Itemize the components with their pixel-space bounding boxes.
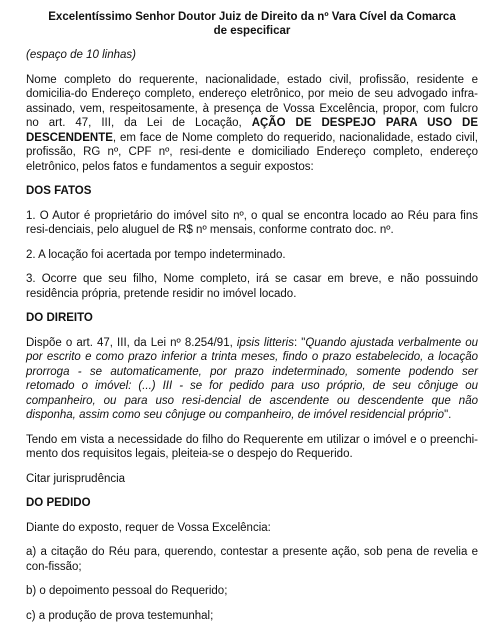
section-heading-direito: DO DIREITO: [26, 311, 478, 326]
title-line-1: Excelentíssimo Senhor Doutor Juiz de Direito da nº Vara Cível da Comarca: [26, 10, 478, 24]
intro-part-2: , em face de Nome completo do requerido, nacionalidade, estado civil, profissão, RG nº, CPF nº, resi-dente e domiciliado Endereço completo, endereço eletrônico, pelos fatos e fundamentos a seguir expostos:: [26, 132, 478, 173]
direito-quote-open: : ": [294, 337, 305, 349]
intro-paragraph: [26, 73, 478, 175]
direito-paragraph-2: Tendo em vista a necessidade do filho do Requerente em utilizar o imóvel e o preenchi-mento dos requisitos legais, pleiteia-se o despejo do Requerido.: [26, 433, 478, 462]
direito-paragraph-3: Citar jurisprudência: [26, 472, 478, 487]
pedido-item-a: a) a citação do Réu para, querendo, contestar a presente ação, sob pena de revelia e con-fissão;: [26, 545, 478, 574]
petition-title: [26, 10, 478, 38]
law-quote: Quando ajustada verbalmente ou por escrito e como prazo inferior a trinta meses, findo o prazo estabelecido, a locação prorroga - se automaticamente, por prazo indeterminado, somente podendo ser retomado o imóvel: (...) III - se for pedido para uso próprio, de seu cônjuge ou companheiro, ou para uso resi-dencial de ascendente ou descendente que não disponha, assim como seu cônjuge ou companheiro, de imóvel residencial próprio: [26, 337, 478, 422]
section-heading-fatos: DOS FATOS: [26, 184, 478, 199]
fatos-item-3: 3. Ocorre que seu filho, Nome completo, irá se casar em breve, e não possuindo residência própria, pretende residir no imóvel locado.: [26, 272, 478, 301]
title-line-2: de especificar: [26, 24, 478, 38]
direito-paragraph-1: [26, 336, 478, 423]
action-name: AÇÃO DE DESPEJO PARA USO DE DESCENDENTE: [26, 117, 478, 144]
fatos-item-1: 1. O Autor é proprietário do imóvel sito nº, o qual se encontra locado ao Réu para fins resi-denciais, pelo aluguel de R$ nº mensais, conforme contrato doc. nº.: [26, 209, 478, 238]
intro-part-1: Nome completo do requerente, nacionalidade, estado civil, profissão, residente e domicilia-do Endereço completo, endereço eletrônico, por meio de seu advogado infra-assinado, vem, respeitosamente, à presença de Vossa Excelência, propor, com fulcro no art. 47, III, da Lei de Locação,: [26, 74, 478, 130]
pedido-item-b: b) o depoimento pessoal do Requerido;: [26, 584, 478, 599]
direito-prefix: Dispõe o art. 47, III, da Lei nº 8.254/91,: [26, 337, 237, 349]
section-heading-pedido: DO PEDIDO: [26, 496, 478, 511]
pedido-intro: Diante do exposto, requer de Vossa Excelência:: [26, 521, 478, 536]
ipsis-litteris: ipsis litteris: [237, 337, 294, 349]
pedido-item-c: c) a produção de prova testemunhal;: [26, 609, 478, 623]
fatos-item-2: 2. A locação foi acertada por tempo indeterminado.: [26, 248, 478, 263]
direito-quote-close: ".: [444, 409, 451, 421]
spacing-note: (espaço de 10 linhas): [26, 48, 478, 63]
